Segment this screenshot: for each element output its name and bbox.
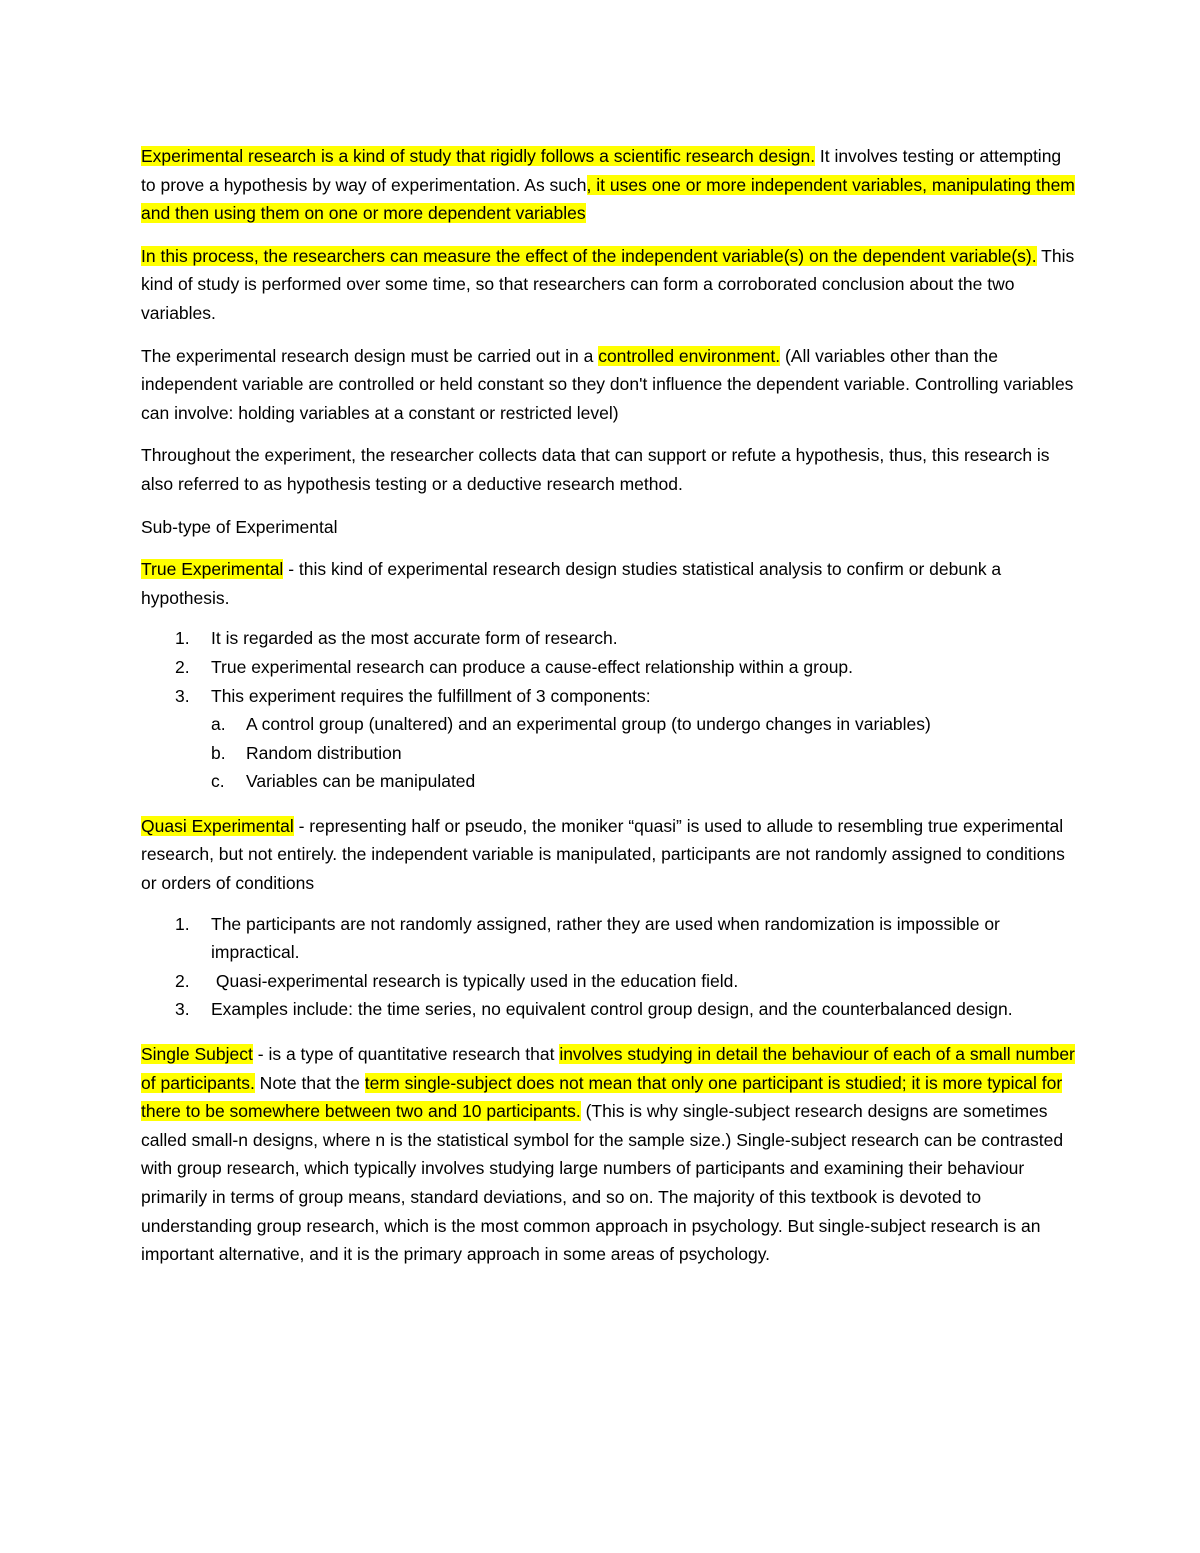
list-item-text: The participants are not randomly assigned, rather they are used when randomization is impossible or impractical. (211, 913, 1000, 963)
paragraph-intro (141, 142, 1080, 228)
highlighted-text: involves studying in detail the behaviour of each of a small number of participants. (141, 1044, 1075, 1093)
term-quasi-experimental: Quasi Experimental (141, 815, 294, 836)
true-experimental-definition (141, 555, 1080, 612)
sublist-item (211, 739, 1080, 768)
list-item (141, 682, 1080, 796)
body-text: - representing half or pseudo, the moniker “quasi” is used to allude to resembling true experimental research, but not entirely. the independent variable is manipulated, participants are not randomly assigned to conditions or orders of conditions (141, 815, 1065, 894)
sublist-item-text: A control group (unaltered) and an experimental group (to undergo changes in variables) (246, 714, 931, 735)
true-experimental-list (141, 624, 1080, 796)
list-item (141, 967, 1080, 996)
list-item (141, 624, 1080, 653)
body-text: This kind of study is performed over some time, so that researchers can form a corroborated conclusion about the two variables. (141, 245, 1075, 323)
components-sublist (211, 710, 1080, 796)
sublist-item (211, 767, 1080, 796)
highlighted-text: term single-subject does not mean that only one participant is studied; it is more typical for there to be somewhere between two and 10 participants. (141, 1072, 1063, 1122)
body-text: - is a type of quantitative research that (252, 1044, 560, 1065)
list-item-text: It is regarded as the most accurate form of research. (211, 628, 618, 649)
subtype-heading: Sub-type of Experimental (141, 516, 338, 537)
list-marker: 3. (175, 999, 190, 1020)
list-marker: 1. (175, 913, 190, 934)
body-text: It involves testing or attempting to prove a hypothesis by way of experimentation. As such (141, 146, 1062, 195)
list-marker: 1. (175, 628, 190, 649)
list-marker: 3. (175, 685, 190, 706)
term-single-subject: Single Subject (141, 1044, 253, 1065)
sublist-item-text: Random distribution (246, 742, 402, 763)
quasi-experimental-list (141, 910, 1080, 1024)
list-item (141, 995, 1080, 1024)
sublist-marker: c. (211, 771, 225, 792)
paragraph-controlled-environment (141, 342, 1080, 428)
highlighted-text: controlled environment. (598, 345, 781, 366)
body-text: - this kind of experimental research design studies statistical analysis to confirm or debunk a hypothesis. (141, 559, 1002, 608)
quasi-experimental-definition (141, 812, 1080, 898)
list-item (141, 910, 1080, 967)
highlighted-text: Experimental research is a kind of study that rigidly follows a scientific research design. (141, 146, 816, 166)
list-item-text: This experiment requires the fulfillment of 3 components: (211, 685, 651, 706)
list-marker: 2. (175, 656, 190, 677)
highlighted-text: , it uses one or more independent variables, manipulating them and then using them on one or more dependent variables (141, 174, 1075, 224)
list-marker: 2. (175, 970, 190, 991)
body-text: The experimental research design must be carried out in a (141, 345, 599, 366)
list-item-text: Examples include: the time series, no equivalent control group design, and the counterbalanced design. (211, 999, 1013, 1020)
list-item (141, 653, 1080, 682)
list-item-text: True experimental research can produce a cause-effect relationship within a group. (211, 656, 854, 677)
sublist-item-text: Variables can be manipulated (246, 771, 476, 792)
paragraph-process (141, 242, 1080, 328)
sublist-marker: a. (211, 714, 226, 735)
sublist-marker: b. (211, 742, 226, 763)
term-true-experimental: True Experimental (141, 559, 284, 580)
paragraph-hypothesis-testing: Throughout the experiment, the researcher collects data that can support or refute a hypothesis, thus, this research is also referred to as hypothesis testing or a deductive research method. (141, 445, 1050, 494)
sublist-item (211, 710, 1080, 739)
single-subject-definition (141, 1040, 1080, 1269)
body-text: Note that the (254, 1072, 365, 1093)
body-text: (This is why single-subject research designs are sometimes called small-n designs, where n is the statistical symbol for the sample size.) Single-subject research can be contrasted with group research, which typically involves studying large numbers of participants and examining their behaviour primarily in terms of group means, standard deviations, and so on. The majority of this textbook is devoted to understanding group research, which is the most common approach in psychology. But single-subject research is an important alternative, and it is the primary approach in some areas of psychology. (141, 1101, 1064, 1265)
list-item-text: Quasi-experimental research is typically used in the education field. (211, 970, 739, 991)
highlighted-text: In this process, the researchers can measure the effect of the independent variable(s) on the dependent variable(s). (141, 245, 1037, 266)
body-text: (All variables other than the independent variable are controlled or held constant so they don't influence the dependent variable. Controlling variables can involve: holding variables at a constant or restricted level) (141, 345, 1074, 423)
